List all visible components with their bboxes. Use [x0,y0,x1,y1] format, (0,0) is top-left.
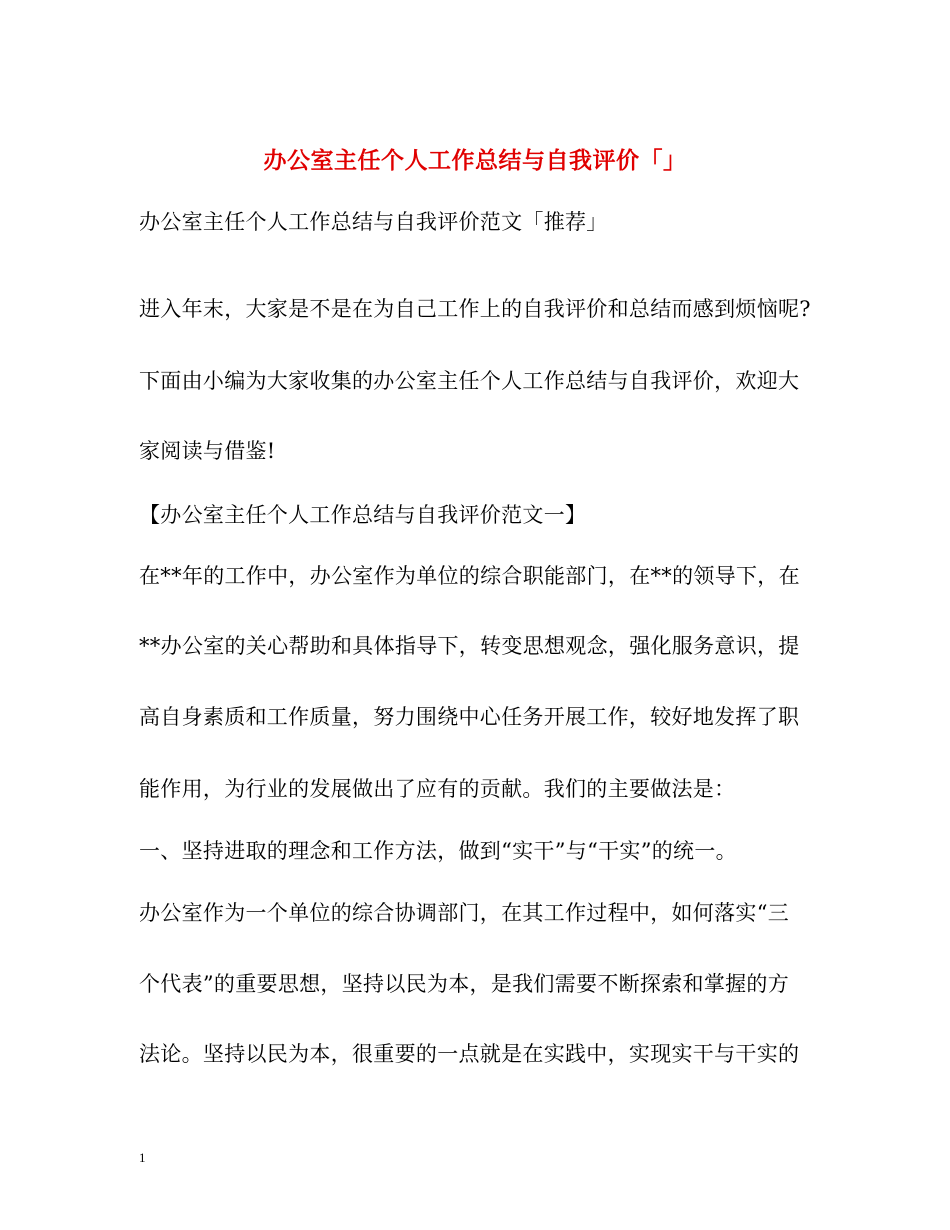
body-line: 高自身素质和工作质量，努力围绕中心任务开展工作，较好地发挥了职 [139,705,800,729]
section-heading: 【办公室主任个人工作总结与自我评价范文一】 [139,503,587,527]
body-line: 办公室作为一个单位的综合协调部门，在其工作过程中，如何落实“三 [139,901,790,925]
body-line: 进入年末，大家是不是在为自己工作上的自我评价和总结而感到烦恼呢? [139,297,811,321]
subheading-line: 一、坚持进取的理念和工作方法，做到“实干”与“干实”的统一。 [139,839,737,863]
body-line: 家阅读与借鉴! [139,439,276,463]
body-line: 能作用，为行业的发展做出了应有的贡献。我们的主要做法是： [139,777,736,801]
body-line: **办公室的关心帮助和具体指导下，转变思想观念，强化服务意识，提 [139,634,800,658]
subtitle-line: 办公室主任个人工作总结与自我评价范文「推荐」 [139,210,608,234]
body-line: 法论。坚持以民为本，很重要的一点就是在实践中，实现实干与干实的 [139,1042,800,1066]
body-line: 在**年的工作中，办公室作为单位的综合职能部门，在**的领导下，在 [139,564,800,588]
page-number: 1 [139,1150,146,1165]
body-line: 下面由小编为大家收集的办公室主任个人工作总结与自我评价，欢迎大 [139,369,800,393]
document-title: 办公室主任个人工作总结与自我评价「」 [263,147,687,174]
body-line: 个代表”的重要思想，坚持以民为本，是我们需要不断探索和掌握的方 [139,972,790,996]
